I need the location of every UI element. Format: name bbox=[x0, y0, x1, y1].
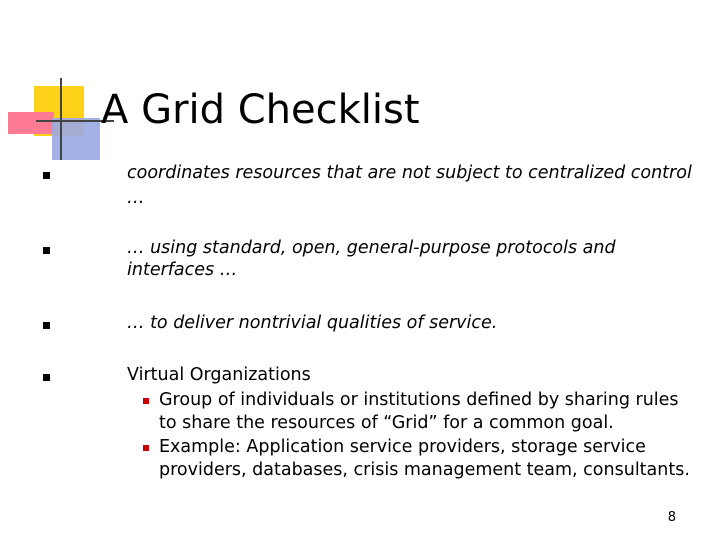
sub-bullet-2-line-1: Example: Application service providers, storage service bbox=[159, 437, 646, 457]
bullet-icon bbox=[43, 322, 50, 329]
deco-vertical-line bbox=[60, 78, 62, 160]
sub-bullet-1-line-1: Group of individuals or institutions defined by sharing rules bbox=[159, 390, 679, 410]
corner-decoration bbox=[0, 0, 120, 170]
bullet-icon bbox=[43, 374, 50, 381]
bullet-icon bbox=[43, 172, 50, 179]
bullet-4-line-1: Virtual Organizations bbox=[127, 365, 311, 385]
bullet-1-line-2: … bbox=[127, 188, 145, 208]
deco-red-bar bbox=[8, 112, 54, 134]
bullet-3-line-1: … to deliver nontrivial qualities of service. bbox=[127, 313, 498, 333]
sub-bullet-icon bbox=[143, 445, 149, 451]
bullet-1-line-1: coordinates resources that are not subject to centralized control bbox=[127, 163, 692, 183]
sub-bullet-2-line-2: providers, databases, crisis management team, consultants. bbox=[159, 460, 690, 480]
bullet-2-line-1: … using standard, open, general-purpose protocols and bbox=[127, 238, 616, 258]
sub-bullet-1-line-2: to share the resources of “Grid” for a common goal. bbox=[159, 413, 614, 433]
bullet-2-line-2: interfaces … bbox=[127, 260, 238, 280]
sub-bullet-icon bbox=[143, 398, 149, 404]
bullet-icon bbox=[43, 247, 50, 254]
page-number: 8 bbox=[667, 510, 676, 525]
slide-title: A Grid Checklist bbox=[101, 87, 420, 133]
